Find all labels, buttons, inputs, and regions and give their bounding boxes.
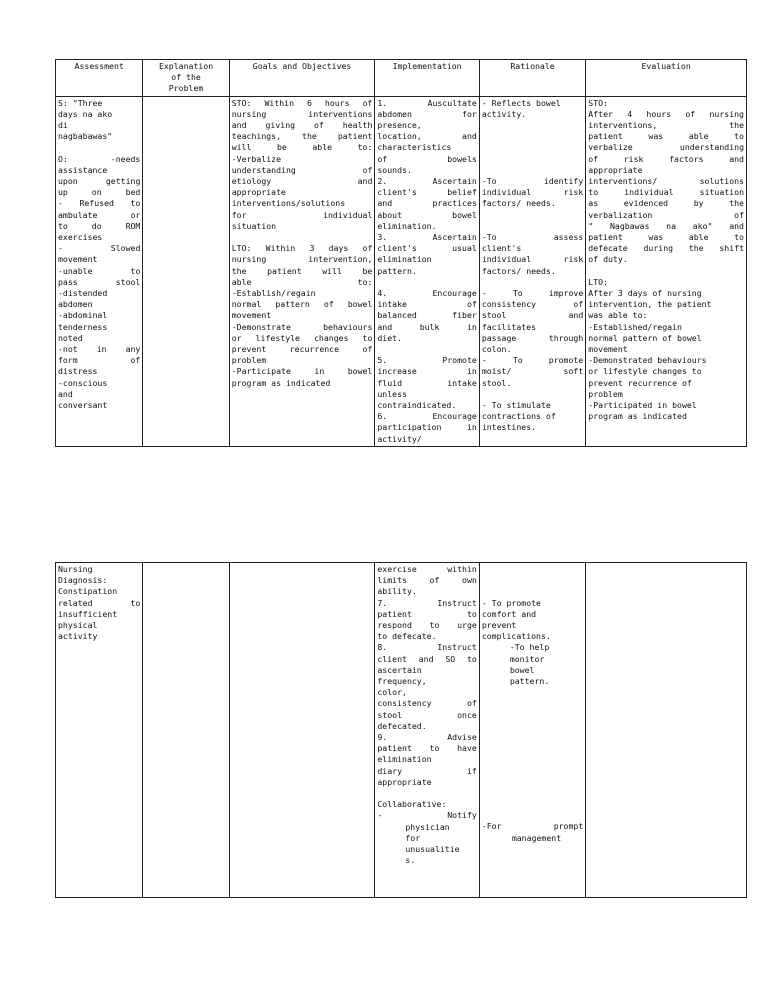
text-line: program as indicated xyxy=(588,411,687,422)
text-line: intestines. xyxy=(481,422,537,433)
text-line: -unable to xyxy=(58,265,141,276)
text-line: client and SO to xyxy=(377,653,477,664)
text-line: consistency of xyxy=(481,299,584,310)
text-line: balanced fiber xyxy=(377,310,477,321)
text-line: -Demonstrated behaviours xyxy=(588,355,707,366)
text-line: pattern. xyxy=(509,675,550,686)
text-line: limits of own xyxy=(377,575,477,586)
text-line: problem xyxy=(231,355,267,366)
text-line: -Established/regain xyxy=(588,321,682,332)
text-line: defecated. xyxy=(377,720,427,731)
text-line: will be able to: xyxy=(231,142,373,153)
text-line: tenderness xyxy=(58,321,108,332)
text-line: -To help xyxy=(509,642,550,653)
text-line: and bulk in xyxy=(377,321,477,332)
text-line: activity xyxy=(58,631,98,642)
text-line: about bowel xyxy=(377,209,477,220)
text-line: for individual xyxy=(231,209,373,220)
text-line: of bowels xyxy=(377,153,477,164)
goals-cell xyxy=(229,96,375,446)
text-line: problem xyxy=(588,388,623,399)
text-line: sounds. xyxy=(377,164,412,175)
text-line: 5. Promote xyxy=(377,355,477,366)
intervention-7 xyxy=(377,598,476,643)
text-line: diet. xyxy=(377,332,403,343)
text-line: of risk factors and xyxy=(588,153,744,164)
text-line: normal pattern of bowel xyxy=(231,299,373,310)
header-rationale: Rationale xyxy=(479,60,585,97)
implementation-cell xyxy=(375,96,479,446)
text-line: upon getting xyxy=(58,176,141,187)
evaluation-lto xyxy=(588,277,744,423)
header-explanation-line: Explanation xyxy=(158,61,214,71)
text-line: diary if xyxy=(377,765,477,776)
text-line: to do ROM xyxy=(58,220,141,231)
nursing-diagnosis xyxy=(58,564,140,642)
text-line: -Demonstrate behaviours xyxy=(231,321,373,332)
subjective-data xyxy=(58,98,140,143)
rationale-2 xyxy=(482,176,583,210)
text-line: or lifestyle changes to xyxy=(231,332,373,343)
text-line: the patient will be xyxy=(231,265,373,276)
text-line: conversant xyxy=(58,400,108,411)
text-line: to individual situation xyxy=(588,187,744,198)
text-line: - Reflects bowel xyxy=(481,97,561,108)
text-line: patient to xyxy=(377,608,477,619)
text-line: consistency of xyxy=(377,698,477,709)
text-line: defecate during the shift xyxy=(588,243,744,254)
text-line: interventions, the xyxy=(588,120,744,131)
text-line: colon. xyxy=(481,343,512,354)
text-line: O: -needs xyxy=(58,153,141,164)
text-line: presence, xyxy=(377,120,422,131)
text-line: appropriate xyxy=(231,187,286,198)
text-line: stool once xyxy=(377,709,477,720)
text-line: passage through xyxy=(481,332,584,343)
text-line: Nursing xyxy=(58,564,93,574)
text-line: appropriate xyxy=(377,776,432,787)
text-line: pass stool xyxy=(58,276,141,287)
explanation-cell xyxy=(143,96,229,446)
text-line: insufficient xyxy=(58,608,118,619)
text-line: complications. xyxy=(481,631,551,642)
text-line: -conscious xyxy=(58,377,108,388)
text-line: understanding of xyxy=(231,164,373,175)
rationale-cell xyxy=(479,96,585,446)
text-line: -distended xyxy=(58,288,108,299)
text-line: was able to: xyxy=(588,310,648,321)
intervention-8 xyxy=(377,642,476,732)
text-line: of duty. xyxy=(588,254,628,265)
text-line: client's belief xyxy=(377,187,477,198)
rationale-8 xyxy=(482,642,583,687)
text-line: moist/ soft xyxy=(481,366,584,377)
text-line: intake of xyxy=(377,299,477,310)
text-line: ability. xyxy=(377,586,417,597)
text-line: movement xyxy=(231,310,272,321)
rationale-7 xyxy=(482,598,583,643)
text-line: -For prompt xyxy=(481,821,584,832)
text-line: form of xyxy=(58,355,141,366)
text-line: interventions/solutions xyxy=(231,198,346,209)
body-row xyxy=(56,96,747,446)
text-line: nursing interventions xyxy=(231,108,373,119)
text-line: STO: Within 6 hours of xyxy=(231,97,373,108)
objective-data xyxy=(58,154,140,412)
long-term-objectives xyxy=(232,243,373,389)
text-line: abdomen xyxy=(58,299,93,310)
intervention-9 xyxy=(377,732,476,788)
text-line: situation xyxy=(231,220,277,231)
collaborative-heading: Collaborative: xyxy=(377,799,447,810)
text-line: - To promote xyxy=(481,355,584,366)
text-line: stool and xyxy=(481,310,584,321)
text-line: exercises xyxy=(58,232,103,243)
header-explanation xyxy=(143,60,229,97)
implementation-cell xyxy=(375,563,479,898)
text-line: unless xyxy=(377,388,407,399)
text-line: S: "Three xyxy=(58,97,103,108)
rationale-6 xyxy=(482,400,583,434)
care-plan-table-part-1 xyxy=(55,59,747,447)
text-line: color, xyxy=(377,687,407,698)
short-term-objectives xyxy=(232,98,373,232)
text-line: contractions of xyxy=(481,411,556,422)
text-line: exercise within xyxy=(377,564,477,574)
text-line: -Participated in bowel xyxy=(588,400,697,411)
header-explanation-line: of the xyxy=(171,72,201,83)
text-line: patient was able to xyxy=(588,131,744,142)
text-line: physical xyxy=(58,620,98,631)
text-line: 9. Advise xyxy=(377,732,477,743)
text-line: -Establish/regain xyxy=(231,288,316,299)
text-line: -To identify xyxy=(481,175,584,186)
care-plan-table-part-2 xyxy=(55,562,747,898)
text-line: 1. Auscultate xyxy=(377,97,477,108)
intervention-6 xyxy=(377,411,476,445)
nursing-diagnosis-cell xyxy=(56,563,143,898)
text-line: monitor xyxy=(509,653,545,664)
text-line: client's usual xyxy=(377,243,477,254)
text-line: appropriate xyxy=(588,164,643,175)
text-line: individual risk xyxy=(481,187,584,198)
text-line: -abdominal xyxy=(58,310,108,321)
text-line: and practices xyxy=(377,198,477,209)
text-line: activity. xyxy=(481,108,527,119)
text-line: Diagnosis: xyxy=(58,575,108,586)
text-line: factors/ needs. xyxy=(481,198,556,209)
body-row xyxy=(56,563,747,898)
text-line: or lifestyle changes to xyxy=(588,366,702,377)
rationale-collaborative xyxy=(482,821,583,843)
text-line: After 4 hours of nursing xyxy=(588,108,744,119)
text-line: location, and xyxy=(377,131,477,142)
text-line: for xyxy=(405,832,421,843)
text-line: nursing intervention, xyxy=(231,254,373,265)
text-line: 6. Encourage xyxy=(377,411,477,422)
text-line: prevent recurrence of xyxy=(588,377,692,388)
text-line: and xyxy=(58,388,73,399)
text-line: comfort and xyxy=(481,608,537,619)
evaluation-cell xyxy=(586,563,747,898)
text-line: days na ako xyxy=(58,108,113,119)
intervention-5 xyxy=(377,355,476,411)
text-line: increase in xyxy=(377,366,477,377)
text-line: stool. xyxy=(481,377,512,388)
text-line: management xyxy=(511,832,562,843)
text-line: intervention, the patient xyxy=(588,299,712,310)
text-line: ambulate or xyxy=(58,209,141,220)
text-line: frequency, xyxy=(377,676,427,687)
evaluation-cell xyxy=(586,96,747,446)
text-line: After 3 days of nursing xyxy=(588,288,702,299)
text-line: as evidenced by the xyxy=(588,198,744,209)
text-line: etiology and xyxy=(231,176,373,187)
header-row xyxy=(56,60,747,97)
text-line: facilitates xyxy=(481,321,537,332)
text-line: prevent xyxy=(481,619,517,630)
rationale-5 xyxy=(482,355,583,389)
rationale-cell xyxy=(479,563,585,898)
text-line: and giving of health xyxy=(231,120,373,131)
text-line: STO: xyxy=(588,97,608,108)
text-line: - Refused to xyxy=(58,198,141,209)
text-line: verbalization of xyxy=(588,209,744,220)
text-line: unusualitie xyxy=(405,844,460,855)
text-line: fluid intake xyxy=(377,377,477,388)
text-line: bowel xyxy=(509,664,535,675)
text-line: assistance xyxy=(58,164,108,175)
intervention-1 xyxy=(377,98,476,176)
intervention-2 xyxy=(377,176,476,232)
text-line: 2. Ascertain xyxy=(377,176,477,187)
text-line: - To improve xyxy=(481,287,584,298)
header-explanation-line: Problem xyxy=(168,83,204,94)
text-line: - Slowed xyxy=(58,243,141,254)
assessment-cell xyxy=(56,96,143,446)
text-line: noted xyxy=(58,332,83,343)
rationale-1 xyxy=(482,98,583,120)
text-line: interventions/ solutions xyxy=(588,176,744,187)
header-evaluation: Evaluation xyxy=(586,60,747,97)
text-line: di xyxy=(58,120,68,131)
text-line: -To assess xyxy=(481,231,584,242)
text-line: program as indicated xyxy=(231,377,331,388)
text-line: distress xyxy=(58,366,98,377)
text-line: movement xyxy=(588,344,628,355)
text-line: 7. Instruct xyxy=(377,597,477,608)
intervention-6-continued xyxy=(377,564,476,598)
text-line: " Nagbawas na ako" and xyxy=(588,220,744,231)
rationale-4 xyxy=(482,288,583,355)
text-line: patient to have xyxy=(377,743,477,754)
text-line: prevent recurrence of xyxy=(231,344,373,355)
header-goals: Goals and Objectives xyxy=(229,60,375,97)
text-line: normal pattern of bowel xyxy=(588,332,702,343)
text-line: 8. Instruct xyxy=(377,642,477,653)
text-line: elimination xyxy=(377,254,432,265)
text-line: elimination xyxy=(377,754,432,765)
text-line: LTO: xyxy=(588,276,608,287)
text-line: -not in any xyxy=(58,344,141,355)
text-line: activity/ xyxy=(377,433,422,444)
goals-cell xyxy=(229,563,375,898)
text-line: 3. Ascertain xyxy=(377,232,477,243)
text-line: contraindicated. xyxy=(377,400,457,411)
text-line: client's xyxy=(481,243,522,254)
text-line: individual risk xyxy=(481,254,584,265)
header-implementation: Implementation xyxy=(375,60,479,97)
collaborative-intervention xyxy=(377,810,476,866)
rationale-3 xyxy=(482,232,583,277)
explanation-cell xyxy=(143,563,229,898)
text-line: respond to urge xyxy=(377,620,477,631)
text-line: - To stimulate xyxy=(481,399,551,410)
text-line: related to xyxy=(58,597,141,608)
evaluation-sto xyxy=(588,98,744,266)
text-line: abdomen for xyxy=(377,108,477,119)
text-line: patient was able to xyxy=(588,232,744,243)
text-line: characteristics xyxy=(377,142,452,153)
text-line: LTO: Within 3 days of xyxy=(231,243,373,254)
text-line: able to: xyxy=(231,276,373,287)
text-line: elimination. xyxy=(377,220,437,231)
text-line: Constipation xyxy=(58,586,118,597)
text-line: nagbabawas" xyxy=(58,131,113,142)
text-line: to defecate. xyxy=(377,631,437,642)
text-line: - Notify xyxy=(377,810,477,821)
text-line: ascertain xyxy=(377,664,422,675)
text-line: up on bed xyxy=(58,187,141,198)
text-line: participation in xyxy=(377,422,477,433)
text-line: verbalize understanding xyxy=(588,142,744,153)
text-line: teachings, the patient xyxy=(231,131,373,142)
text-line: movement xyxy=(58,254,98,265)
header-assessment: Assessment xyxy=(56,60,143,97)
text-line: 4. Encourage xyxy=(377,288,477,299)
text-line: pattern. xyxy=(377,265,417,276)
text-line: -Participate in bowel xyxy=(231,366,373,377)
text-line: -Verbalize xyxy=(231,153,282,164)
text-line: - To promote xyxy=(481,597,541,608)
intervention-3 xyxy=(377,232,476,277)
text-line: physician xyxy=(405,821,450,832)
text-line: factors/ needs. xyxy=(481,265,556,276)
intervention-4 xyxy=(377,288,476,344)
text-line: s. xyxy=(405,855,416,866)
